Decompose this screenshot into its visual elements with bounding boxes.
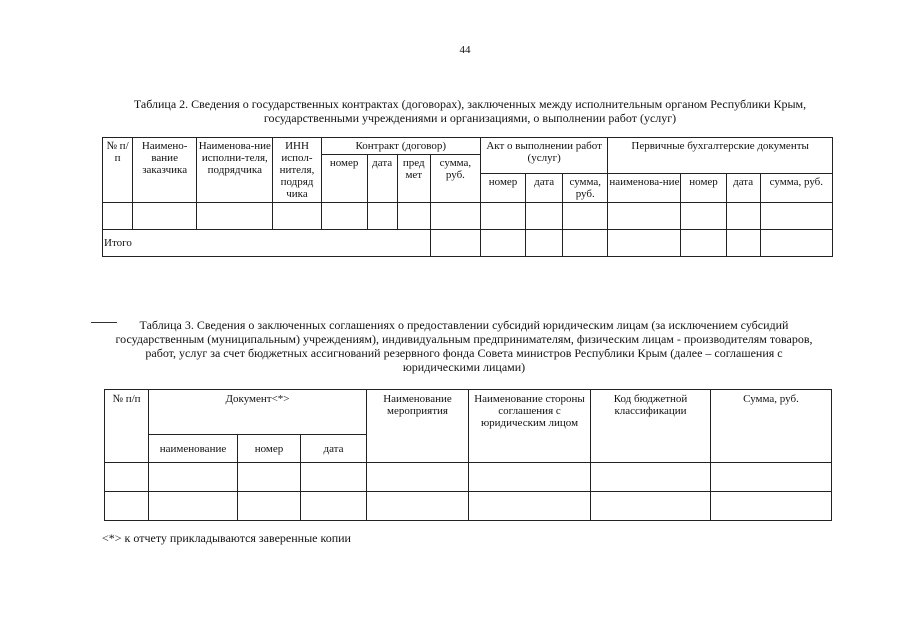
cell bbox=[711, 492, 832, 521]
cell bbox=[681, 203, 726, 230]
t3-header-doc-name: наименование bbox=[149, 435, 238, 463]
cell bbox=[321, 203, 367, 230]
cell bbox=[367, 492, 469, 521]
table3-caption-line2: государственным (муниципальным) учреждениям), индивидуальным предпринимателям, физическим лицам - производителям товаров, bbox=[115, 332, 813, 346]
table3-caption-line4: юридическими лицами) bbox=[402, 360, 526, 374]
total-label: Итого bbox=[103, 230, 431, 257]
cell bbox=[105, 492, 149, 521]
table-row bbox=[105, 492, 832, 521]
cell bbox=[469, 492, 591, 521]
table3-subsidies bbox=[104, 389, 832, 521]
cell bbox=[726, 203, 760, 230]
cell bbox=[726, 230, 760, 257]
cell bbox=[711, 463, 832, 492]
header-act-sum: сумма, руб. bbox=[563, 174, 608, 203]
header-docs-date: дата bbox=[726, 174, 760, 203]
cell bbox=[273, 203, 321, 230]
header-customer: Наимено-вание заказчика bbox=[133, 138, 197, 203]
table3-caption-line3: работ, услуг за счет бюджетных ассигнований резервного фонда Совета министров Республики Крым (далее – соглашения с bbox=[145, 346, 783, 360]
table3-header-row-1 bbox=[105, 390, 832, 435]
table-row bbox=[103, 203, 833, 230]
footnote: <*> к отчету прикладываются заверенные копии bbox=[102, 531, 351, 545]
t3-header-doc-number: номер bbox=[238, 435, 301, 463]
header-contract-sum: сумма, руб. bbox=[430, 155, 480, 203]
table2-caption-line1: Таблица 2. Сведения о государственных контрактах (договорах), заключенных между исполнительным органом Республики Крым, bbox=[133, 97, 807, 111]
header-act-date: дата bbox=[526, 174, 563, 203]
cell bbox=[367, 463, 469, 492]
header-num: № п/п bbox=[103, 138, 133, 203]
t3-header-budget-code: Код бюджетной классификации bbox=[591, 390, 711, 463]
cell bbox=[480, 230, 525, 257]
table2-caption-line2: государственными учреждениями и организациями, о выполнении работ (услуг) bbox=[263, 111, 677, 125]
cell bbox=[238, 463, 301, 492]
table2-caption bbox=[90, 97, 850, 125]
t3-header-doc-date: дата bbox=[301, 435, 367, 463]
t3-header-party-name: Наименование стороны соглашения с юридическим лицом bbox=[469, 390, 591, 463]
cell bbox=[149, 463, 238, 492]
cell bbox=[563, 203, 608, 230]
t3-header-event-name: Наименование мероприятия bbox=[367, 390, 469, 463]
header-docs-sum: сумма, руб. bbox=[760, 174, 832, 203]
cell bbox=[103, 203, 133, 230]
table2-contracts bbox=[102, 137, 833, 257]
table3-caption bbox=[84, 318, 844, 374]
header-contract-date: дата bbox=[367, 155, 397, 203]
table3-caption-line1: Таблица 3. Сведения о заключенных соглашениях о предоставлении субсидий юридическим лицам (за исключением субсидий bbox=[139, 318, 789, 332]
cell bbox=[367, 203, 397, 230]
cell bbox=[430, 203, 480, 230]
cell bbox=[105, 463, 149, 492]
cell bbox=[526, 230, 563, 257]
header-act-number: номер bbox=[480, 174, 525, 203]
header-primary-docs: Первичные бухгалтерские документы bbox=[608, 138, 833, 174]
header-docs-name: наименова-ние bbox=[608, 174, 681, 203]
cell bbox=[760, 230, 832, 257]
cell bbox=[397, 203, 430, 230]
header-docs-number: номер bbox=[681, 174, 726, 203]
header-inn: ИНН испол-нителя, подряд чика bbox=[273, 138, 321, 203]
header-contract-number: номер bbox=[321, 155, 367, 203]
cell bbox=[608, 230, 681, 257]
cell bbox=[197, 203, 273, 230]
header-contract-subject: пред мет bbox=[397, 155, 430, 203]
cell bbox=[526, 203, 563, 230]
cell bbox=[469, 463, 591, 492]
cell bbox=[591, 492, 711, 521]
cell bbox=[608, 203, 681, 230]
header-act: Акт о выполнении работ (услуг) bbox=[480, 138, 607, 174]
t3-header-sum: Сумма, руб. bbox=[711, 390, 832, 463]
cell bbox=[480, 203, 525, 230]
cell bbox=[591, 463, 711, 492]
table-row bbox=[105, 463, 832, 492]
t3-header-document: Документ<*> bbox=[149, 390, 367, 435]
header-contractor: Наименова-ние исполни-теля, подрядчика bbox=[197, 138, 273, 203]
cell bbox=[301, 492, 367, 521]
cell bbox=[238, 492, 301, 521]
cell bbox=[149, 492, 238, 521]
header-contract: Контракт (договор) bbox=[321, 138, 480, 155]
table2-header-row-1 bbox=[103, 138, 833, 155]
cell bbox=[563, 230, 608, 257]
cell bbox=[430, 230, 480, 257]
cell bbox=[301, 463, 367, 492]
cell bbox=[760, 203, 832, 230]
cell bbox=[133, 203, 197, 230]
cell bbox=[681, 230, 726, 257]
table2-total-row bbox=[103, 230, 833, 257]
page-number: 44 bbox=[459, 44, 471, 56]
t3-header-num: № п/п bbox=[105, 390, 149, 463]
